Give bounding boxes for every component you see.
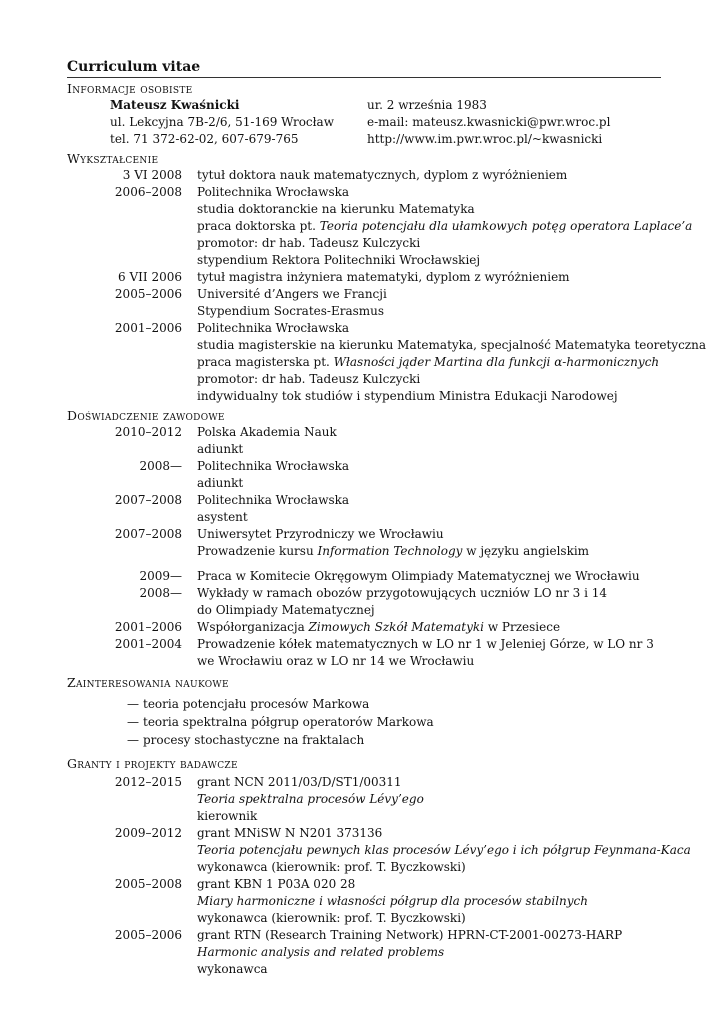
thesis-prefix: praca magisterska pt. (197, 355, 334, 369)
education-entry (67, 286, 661, 320)
phone: tel. 71 372-62-02, 607-679-765 (110, 132, 299, 146)
grant-name: grant MNiSW N N201 373136 (197, 826, 383, 840)
entry-line: Politechnika Wrocławska (197, 185, 350, 199)
entry-date: 3 VI 2008 (122, 168, 182, 182)
thesis-title: Teoria potencjału dla ułamkowych potęg operatora Laplace’a (319, 219, 693, 233)
entry-line: do Olimpiady Matematycznej (197, 603, 375, 617)
section-heading-grants: Granty i projekty badawcze (67, 756, 238, 771)
entry-line: Prowadzenie kółek matematycznych w LO nr 1 w Jeleniej Górze, w LO nr 3 (197, 637, 654, 651)
entry-line: asystent (197, 510, 248, 524)
course-title: Information Technology (317, 544, 463, 558)
grant-name: grant NCN 2011/03/D/ST1/00311 (197, 775, 402, 789)
education-entry (67, 269, 661, 286)
grant-role: wykonawca (kierownik: prof. T. Byczkowski) (197, 911, 466, 925)
section-heading-experience: Doświadczenie zawodowe (67, 408, 225, 423)
entry-line: studia magisterskie na kierunku Matematyka, specjalność Matematyka teoretyczna (197, 338, 706, 352)
dash-bullet: — (127, 733, 139, 747)
experience-entry (67, 619, 661, 636)
entry-date: 2001–2004 (114, 637, 182, 651)
entry-date: 2005–2008 (114, 877, 182, 891)
experience-entry (67, 636, 661, 670)
entry-line: Politechnika Wrocławska (197, 321, 350, 335)
entry-date: 2001–2006 (114, 620, 182, 634)
school-name: Zimowych Szkół Matematyki (308, 620, 484, 634)
grant-role: wykonawca (197, 962, 268, 976)
list-item (127, 731, 661, 749)
website: http://www.im.pwr.wroc.pl/~kwasnicki (367, 132, 603, 146)
entry-date: 2005–2006 (114, 287, 182, 301)
grant-title: Teoria potencjału pewnych klas procesów Lévy’ego i ich półgrup Feynmana-Kaca (197, 843, 691, 857)
list-item-text: teoria potencjału procesów Markowa (143, 697, 370, 711)
entry-date: 2007–2008 (114, 527, 182, 541)
grant-role: kierownik (197, 809, 258, 823)
entry-line: tytuł magistra inżyniera matematyki, dyplom z wyróżnieniem (197, 270, 570, 284)
list-item-text: teoria spektralna półgrup operatorów Markowa (143, 715, 434, 729)
grant-name: grant KBN 1 P03A 020 28 (197, 877, 356, 891)
grant-title: Miary harmoniczne i własności półgrup dla procesów stabilnych (197, 894, 589, 908)
section-heading-education: Wykształcenie (67, 151, 159, 166)
grant-title: Harmonic analysis and related problems (197, 945, 445, 959)
entry-line (197, 619, 661, 636)
line-suffix: w języku angielskim (462, 544, 590, 558)
email: e-mail: mateusz.kwasnicki@pwr.wroc.pl (367, 115, 611, 129)
entry-date: 2009–2012 (114, 826, 182, 840)
line-suffix: w Przesiece (484, 620, 561, 634)
entry-line: adiunkt (197, 442, 244, 456)
section-heading-interests: Zainteresowania naukowe (67, 675, 229, 690)
entry-line: we Wrocławiu oraz w LO nr 14 we Wrocławiu (197, 654, 475, 668)
birth-date: ur. 2 września 1983 (367, 98, 487, 112)
entry-line: promotor: dr hab. Tadeusz Kulczycki (197, 236, 421, 250)
person-name: Mateusz Kwaśnicki (110, 98, 240, 112)
entry-line: Uniwersytet Przyrodniczy we Wrocławiu (197, 527, 444, 541)
entry-date: 2009— (139, 569, 182, 583)
dash-bullet: — (127, 697, 139, 711)
entry-date: 2007–2008 (114, 493, 182, 507)
entry-line: adiunkt (197, 476, 244, 490)
list-item-text: procesy stochastyczne na fraktalach (143, 733, 365, 747)
education-entry (67, 320, 706, 405)
education-entry (67, 167, 661, 184)
entry-line: stypendium Rektora Politechniki Wrocławskiej (197, 253, 481, 267)
entry-date: 2008— (139, 459, 182, 473)
list-item (127, 713, 661, 731)
entry-line: tytuł doktora nauk matematycznych, dyplom z wyróżnieniem (197, 168, 568, 182)
interests-list (127, 695, 661, 749)
entry-line: Politechnika Wrocławska (197, 493, 350, 507)
experience-entry (67, 458, 661, 492)
document-title: Curriculum vitae (67, 58, 661, 78)
entry-date: 6 VII 2006 (118, 270, 182, 284)
list-item (127, 695, 661, 713)
address: ul. Lekcyjna 7B-2/6, 51-169 Wrocław (110, 115, 334, 129)
entry-date: 2001–2006 (114, 321, 182, 335)
entry-line: Polska Akademia Nauk (197, 425, 337, 439)
experience-entry (67, 568, 661, 585)
grant-title: Teoria spektralna procesów Lévy’ego (197, 792, 424, 806)
entry-date: 2005–2006 (114, 928, 182, 942)
entry-line: studia doktoranckie na kierunku Matematyka (197, 202, 475, 216)
line-prefix: Współorganizacja (197, 620, 309, 634)
cv-page (67, 58, 706, 978)
grant-name: grant RTN (Research Training Network) HPRN-CT-2001-00273-HARP (197, 928, 623, 942)
entry-line: indywidualny tok studiów i stypendium Ministra Edukacji Narodowej (197, 389, 618, 403)
experience-entry (67, 424, 661, 458)
thesis-prefix: praca doktorska pt. (197, 219, 320, 233)
entry-line: Wykłady w ramach obozów przygotowujących uczniów LO nr 3 i 14 (197, 586, 608, 600)
thesis-line (197, 218, 692, 235)
experience-entry (67, 492, 661, 526)
entry-line: Stypendium Socrates-Erasmus (197, 304, 385, 318)
entry-date: 2008— (139, 586, 182, 600)
experience-entry (67, 585, 661, 619)
entry-line: Politechnika Wrocławska (197, 459, 350, 473)
entry-date: 2012–2015 (114, 775, 182, 789)
spacer (67, 560, 661, 568)
thesis-line (197, 354, 706, 371)
entry-line: promotor: dr hab. Tadeusz Kulczycki (197, 372, 421, 386)
grant-entry (67, 876, 661, 927)
education-entry (67, 184, 693, 269)
entry-line: Université d’Angers we Francji (197, 287, 387, 301)
dash-bullet: — (127, 715, 139, 729)
entry-line (197, 543, 661, 560)
grant-entry (67, 825, 691, 876)
entry-date: 2010–2012 (114, 425, 182, 439)
section-heading-personal: Informacje osobiste (67, 81, 193, 96)
grant-entry (67, 774, 661, 825)
entry-line: Praca w Komitecie Okręgowym Olimpiady Matematycznej we Wrocławiu (197, 569, 640, 583)
grant-role: wykonawca (kierownik: prof. T. Byczkowski) (197, 860, 466, 874)
grant-entry (67, 927, 661, 978)
entry-date: 2006–2008 (114, 185, 182, 199)
line-prefix: Prowadzenie kursu (197, 544, 318, 558)
personal-info (110, 97, 661, 148)
thesis-title: Własności jąder Martina dla funkcji α-harmonicznych (333, 355, 660, 369)
experience-entry (67, 526, 661, 560)
